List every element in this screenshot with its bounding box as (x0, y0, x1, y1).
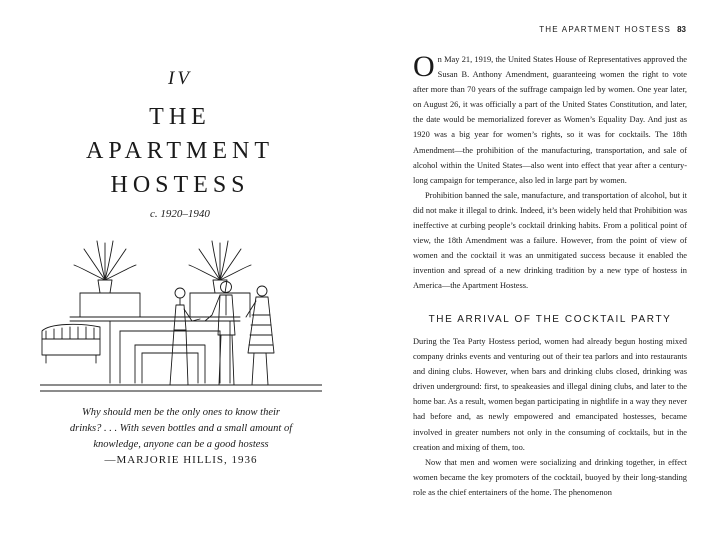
palm-plant-left (74, 241, 136, 293)
paragraph: During the Tea Party Hostess period, women had already begun hosting mixed company drinks events and venturing out of their tea parlors and into restaurants and dining clubs. However, when bars and drinking clubs closed, drinking was driven underground: first, to speakeasies and illegal dining clubs, and later to the home bar. As a result, women began participating in nightlife in a way they never had before and, as newly empowered and emancipated hostesses, became involved in greater numbers not only in the consuming of cocktails, but in the creation and mixing of them, too. (413, 337, 687, 452)
section-heading: THE ARRIVAL OF THE COCKTAIL PARTY (428, 314, 672, 325)
epigraph-line: Why should men be the only ones to know their (81, 407, 280, 418)
bar-scene-illustration (40, 235, 322, 403)
chapter-number: IV (168, 68, 192, 89)
epigraph-line: drinks? . . . With seven bottles and a small amount of (69, 423, 293, 434)
chapter-title-line: APARTMENT (85, 138, 275, 164)
chapter-title-line: THE (149, 104, 211, 130)
epigraph-line: knowledge, anyone can be a good hostess (93, 439, 269, 450)
page-number: 83 (677, 25, 686, 34)
sofa (42, 324, 100, 363)
woman-figure-left (170, 288, 200, 385)
running-head-title: THE APARTMENT HOSTESS (539, 25, 672, 34)
paragraph: Prohibition banned the sale, manufacture, and transportation of alcohol, but it did not make it illegal to drink. Indeed, it’s been widely held that Prohibition was ineffective at curbing people’s cocktail drinking habits. From a political point of view, the 18th Amendment was a failure. However, from the point of view of women and the cocktail it was an unmitigated success because it enabled the invention and spread of a new drinking tradition by a new type of hostess in America—the Apartment Hostess. (413, 190, 687, 291)
epigraph-attribution: —MARJORIE HILLIS, 1936 (104, 454, 258, 466)
epigraph (40, 405, 322, 453)
chapter-title (0, 100, 360, 202)
chapter-title-line: HOSTESS (110, 172, 250, 198)
palm-plant-right (189, 241, 251, 293)
running-header (539, 25, 686, 34)
right-page (360, 0, 720, 540)
body-text-section-1 (413, 52, 687, 294)
paragraph-text: n May 21, 1919, the United States House of Representatives approved the Susan B. Anthony Amendment, guaranteeing women the right to vote after more than 70 years of the suffrage campaign led by women. One year later, on August 26, it was officially a part of the United States Constitution, and later, the date would be memorialized forever as Women’s Equality Day. And just as 1920 was a big year for women’s rights, so it was for cocktails. The 18th Amendment—the prohibition of the manufacturing, transportation, and sale of alcohol within the United States—also went into effect that year after a century-long campaign for temperance, also led in large part by women. (413, 55, 687, 185)
drop-cap: O (413, 50, 435, 83)
paragraph: Now that men and women were socializing and drinking together, in effect women became the key promoters of the cocktail, buoyed by their long-standing role as the chief entertainers of the home. The phenomenon (413, 457, 687, 497)
bar-counter (70, 293, 250, 383)
chapter-dates: c. 1920–1940 (150, 208, 210, 220)
body-text-section-2 (413, 334, 687, 500)
paragraph (413, 52, 687, 188)
